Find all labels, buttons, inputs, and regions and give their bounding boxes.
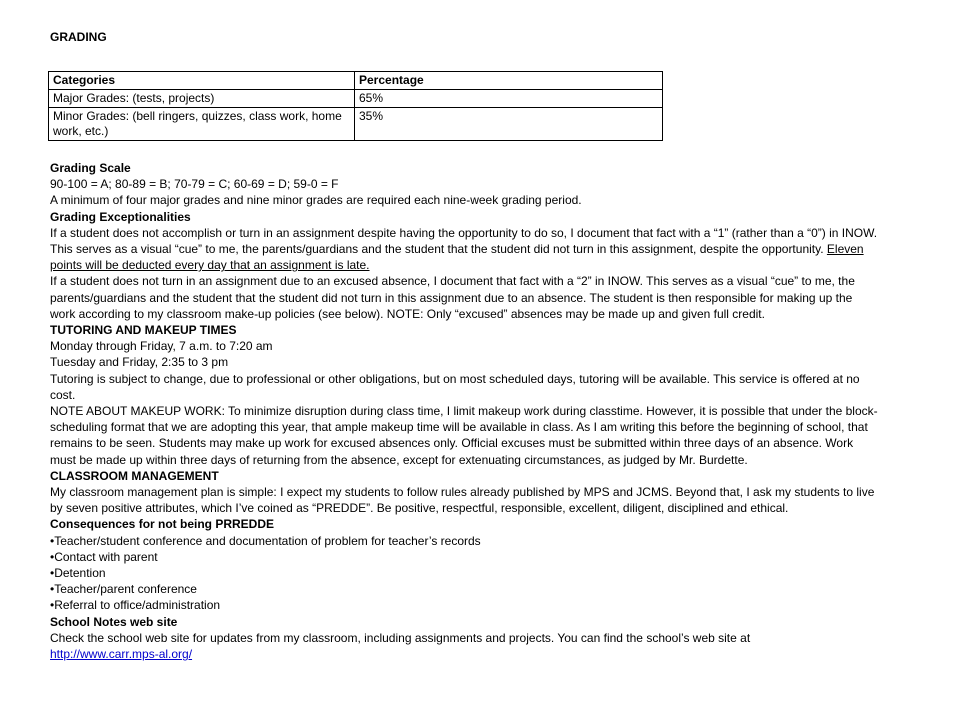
- tutoring-line-1: Monday through Friday, 7 a.m. to 7:20 am: [50, 339, 273, 354]
- table-row: [49, 108, 663, 141]
- grading-scale-text: 90-100 = A; 80-89 = B; 70-79 = C; 60-69 = D; 59-0 = F: [50, 177, 339, 192]
- table-header-percentage: Percentage: [355, 72, 663, 90]
- document-body: [50, 160, 880, 662]
- website-text: Check the school web site for updates from my classroom, including assignments and projects. You can find the school’s web site at: [50, 630, 751, 645]
- exceptionalities-paragraph-1: [50, 225, 880, 274]
- list-item: •Teacher/parent conference: [50, 582, 197, 597]
- list-item: •Detention: [50, 566, 106, 581]
- exceptionalities-text: If a student does not accomplish or turn in an assignment despite having the opportunity to do so, I document that fact with a “1” (rather than a “0”) in INOW. This serves as a visual “cue” to me, the parents/guardians and the student that the student did not turn in this assignment, despite the opportunity.: [50, 225, 878, 257]
- late-penalty-text: Eleven points will be deducted every day that an assignment is late.: [50, 242, 864, 273]
- makeup-note: NOTE ABOUT MAKEUP WORK: To minimize disruption during class time, I limit makeup work during classtime. However, it is possible that under the block-scheduling format that we are adopting this year, that ample makeup time will be available in class. As I am writing this before the beginning of school, that remains to be seen. Students may make up work for excused absences only. Official excuses must be submitted within three days of an absence. Work must be made up within three days of returning from the absence, except for extenuating circumstances, as judged by Mr. Burdette.: [50, 404, 878, 467]
- table-cell: 35%: [355, 108, 663, 141]
- grades-table: [48, 71, 663, 141]
- school-website-link[interactable]: http://www.carr.mps-al.org/: [50, 647, 193, 662]
- table-header-row: [49, 72, 663, 90]
- consequences-heading: Consequences for not being PRREDDE: [50, 517, 275, 532]
- tutoring-line-2: Tuesday and Friday, 2:35 to 3 pm: [50, 355, 229, 370]
- classroom-heading: CLASSROOM MANAGEMENT: [50, 468, 219, 483]
- list-item: •Referral to office/administration: [50, 598, 221, 613]
- table-cell: 65%: [355, 90, 663, 108]
- exceptionalities-paragraph-2: If a student does not turn in an assignment due to an excused absence, I document that fact with a “2” in INOW. This serves as a visual “cue” to me, the parents/guardians and the student that the student did not turn in this assignment due to an absence. The student is then responsible for making up the work according to my classroom make-up policies (see below). NOTE: Only “excused” absences may be made up and given full credit.: [50, 274, 855, 321]
- website-heading: School Notes web site: [50, 614, 178, 629]
- classroom-text: My classroom management plan is simple: I expect my students to follow rules already published by MPS and JCMS. Beyond that, I ask my students to live by seven positive attributes, which I’ve coined as “PREDDE”. Be positive, respectful, responsible, excellent, diligent, disciplined and ethical.: [50, 485, 875, 516]
- table-cell: Minor Grades: (bell ringers, quizzes, class work, home work, etc.): [49, 108, 355, 141]
- tutoring-heading: TUTORING AND MAKEUP TIMES: [50, 323, 237, 338]
- tutoring-line-3: Tutoring is subject to change, due to professional or other obligations, but on most scheduled days, tutoring will be available. This service is offered at no cost.: [50, 371, 860, 402]
- table-row: [49, 90, 663, 108]
- grading-minimum-text: A minimum of four major grades and nine minor grades are required each nine-week grading period.: [50, 193, 582, 208]
- page-title: GRADING: [50, 30, 107, 44]
- list-item: •Contact with parent: [50, 549, 158, 564]
- table-cell: Major Grades: (tests, projects): [49, 90, 355, 108]
- table-header-categories: Categories: [49, 72, 355, 90]
- list-item: •Teacher/student conference and documentation of problem for teacher’s records: [50, 533, 481, 548]
- exceptionalities-heading: Grading Exceptionalities: [50, 209, 191, 224]
- grading-scale-heading: Grading Scale: [50, 161, 131, 175]
